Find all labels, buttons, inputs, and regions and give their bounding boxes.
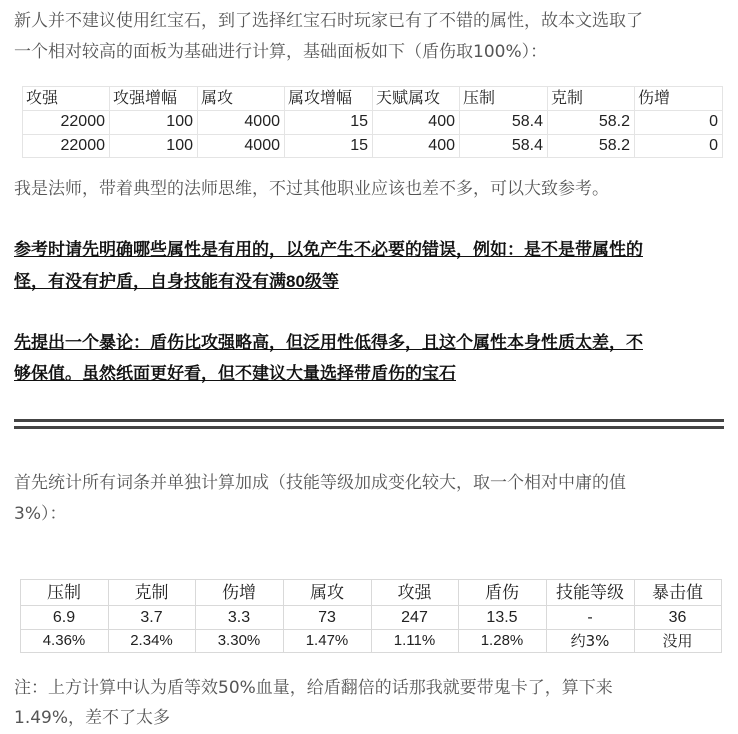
table-cell: 1.11%: [393, 632, 436, 649]
table-cell: 73: [318, 609, 336, 626]
header-cell: 攻强增幅: [113, 88, 178, 107]
table-cell: 58.2: [598, 137, 630, 154]
base-stats-table: [22, 86, 723, 158]
header-cell: 伤增: [638, 88, 671, 107]
thesis-line-2: 够保值。虽然纸面更好看，但不建议大量选择带盾伤的宝石: [14, 364, 456, 384]
table-cell: 6.9: [52, 609, 76, 626]
table-cell: 100: [166, 137, 193, 154]
stats-intro-line-2: 3%）：: [14, 504, 67, 524]
footnote-line-1: 注：上方计算中认为盾等效50%血量，给盾翻倍的话那我就要带鬼卡了，算下来: [14, 678, 613, 698]
stat-bonus-table: [20, 579, 722, 653]
table-cell: 100: [166, 113, 193, 130]
header-cell: 属攻: [310, 583, 344, 603]
warning-line-1: 参考时请先明确哪些属性是有用的，以免产生不必要的错误，例如：是不是带属性的: [14, 240, 643, 260]
header-cell: 压制: [463, 88, 496, 107]
header-cell: 克制: [134, 583, 169, 603]
header-cell: 攻强: [26, 88, 59, 107]
stats-intro-line-1: 首先统计所有词条并单独计算加成（技能等级加成变化较大，取一个相对中庸的值: [14, 473, 626, 493]
warning-line-2: [14, 266, 726, 298]
section-divider: [14, 419, 724, 422]
mage-note: 我是法师，带着典型的法师思维，不过其他职业应该也差不多，可以大致参考。: [14, 179, 609, 199]
header-cell: 压制: [47, 583, 81, 603]
table-cell: 58.2: [598, 113, 630, 130]
table-cell: 3.3: [227, 609, 251, 626]
header-cell: 攻强: [397, 583, 432, 603]
table-cell: 13.5: [486, 609, 518, 626]
header-cell: 技能等级: [556, 583, 624, 603]
table-cell: 400: [428, 137, 455, 154]
thesis-line-1: 先提出一个暴论：盾伤比攻强略高，但泛用性低得多，且这个属性本身性质太差，不: [14, 333, 643, 353]
table-cell: -: [587, 609, 593, 626]
table-cell: 36: [668, 609, 687, 626]
table-cell: 15: [350, 137, 368, 154]
table-cell: 15: [350, 113, 368, 130]
header-cell: 克制: [551, 88, 584, 107]
table-row: [22, 110, 723, 134]
table-cell: 0: [709, 137, 718, 154]
header-cell: 属攻: [201, 88, 234, 107]
table-cell: 约3%: [570, 632, 610, 650]
table-cell: 1.47%: [305, 632, 349, 649]
warning-text-a: 怪，有没有护盾，自身技能有没有满: [14, 272, 286, 292]
header-cell: 盾伤: [485, 583, 519, 603]
table-cell: 4000: [244, 137, 280, 154]
table-cell: 0: [709, 113, 718, 130]
header-cell: 属攻增幅: [288, 88, 353, 107]
table-row: [22, 134, 723, 158]
table-cell: 3.7: [140, 609, 163, 626]
table-cell: 1.28%: [480, 632, 524, 649]
warning-text-b: 80: [286, 272, 305, 291]
intro-line-1: 新人并不建议使用红宝石，到了选择红宝石时玩家已有了不错的属性，故本文选取了: [14, 11, 643, 31]
table-cell: 22000: [60, 113, 105, 130]
warning-text-c: 级等: [304, 272, 339, 292]
header-cell: 天赋属攻: [376, 88, 441, 107]
table-header-row: [22, 86, 723, 110]
table-cell: 58.4: [511, 137, 543, 154]
table-cell: 4000: [244, 113, 280, 130]
table-cell: 400: [428, 113, 455, 130]
table-cell: 3.30%: [217, 632, 261, 649]
table-cell: 没用: [662, 632, 693, 650]
table-cell: 2.34%: [130, 632, 173, 649]
table-cell: 22000: [60, 137, 105, 154]
section-divider: [14, 426, 724, 429]
header-cell: 伤增: [222, 583, 256, 603]
table-cell: 4.36%: [42, 632, 86, 649]
intro-line-2: 一个相对较高的面板为基础进行计算，基础面板如下（盾伤取100%）：: [14, 42, 548, 62]
header-cell: 暴击值: [652, 583, 703, 603]
table-cell: 58.4: [511, 113, 543, 130]
table-cell: 247: [401, 609, 428, 626]
footnote-line-2: 1.49%，差不了太多: [14, 708, 171, 728]
